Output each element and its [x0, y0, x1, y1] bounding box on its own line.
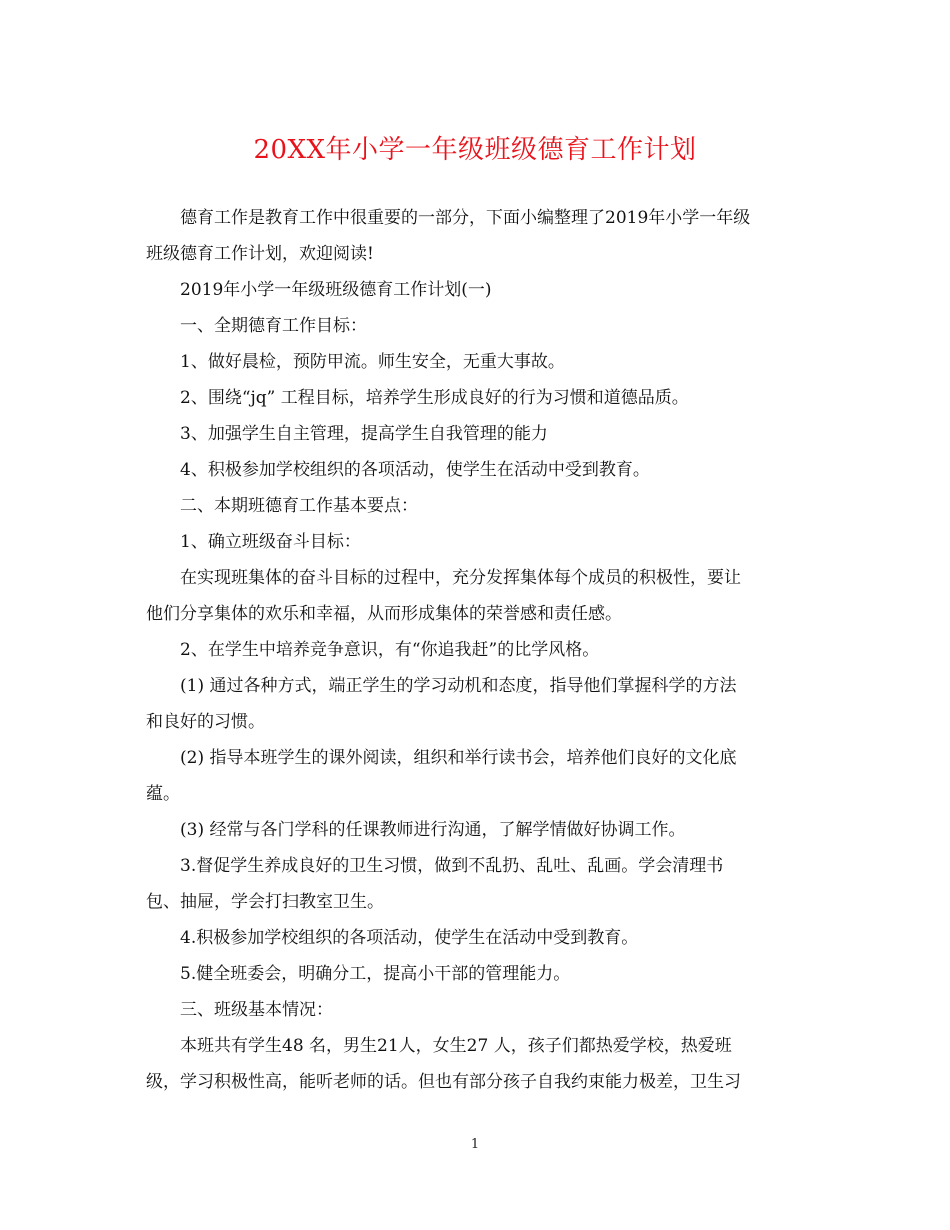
paragraph-line: (3) 经常与各门学科的任课教师进行沟通，了解学情做好协调工作。	[180, 820, 686, 840]
paragraph-line: 级，学习积极性高，能听老师的话。但也有部分孩子自我约束能力极差，卫生习	[146, 1072, 741, 1092]
paragraph	[146, 380, 812, 416]
paragraph-line: 德育工作是教育工作中很重要的一部分，下面小编整理了2019年小学一年级	[180, 208, 751, 228]
paragraph-line: (1) 通过各种方式，端正学生的学习动机和态度，指导他们掌握科学的方法	[180, 676, 737, 696]
page-number: 1	[470, 1137, 480, 1152]
paragraph	[146, 344, 812, 380]
paragraph	[146, 848, 812, 920]
section-heading	[146, 992, 812, 1028]
paragraph	[146, 416, 812, 452]
paragraph-line: 和良好的习惯。	[146, 712, 265, 732]
paragraph	[146, 632, 812, 668]
paragraph	[146, 1028, 812, 1100]
paragraph-line: 5.健全班委会，明确分工，提高小干部的管理能力。	[180, 964, 571, 984]
paragraph-line: 4.积极参加学校组织的各项活动，使学生在活动中受到教育。	[180, 928, 639, 948]
section-heading	[146, 308, 812, 344]
paragraph-line: 二、本期班德育工作基本要点：	[180, 496, 418, 516]
paragraph	[146, 200, 812, 272]
document-title: 20XX年小学一年级班级德育工作计划	[253, 135, 697, 165]
paragraph	[146, 524, 812, 560]
paragraph-line: (2) 指导本班学生的课外阅读，组织和举行读书会，培养他们良好的文化底	[180, 748, 737, 768]
paragraph-line: 3.督促学生养成良好的卫生习惯，做到不乱扔、乱吐、乱画。学会清理书	[180, 856, 724, 876]
paragraph	[146, 452, 812, 488]
paragraph	[146, 920, 812, 956]
document-body	[146, 200, 812, 1100]
paragraph-line: 他们分享集体的欢乐和幸福，从而形成集体的荣誉感和责任感。	[146, 604, 622, 624]
paragraph-line: 包、抽屉，学会打扫教室卫生。	[146, 892, 384, 912]
paragraph	[146, 956, 812, 992]
paragraph-line: 本班共有学生48 名，男生21人，女生27 人，孩子们都热爱学校，热爱班	[180, 1036, 732, 1056]
paragraph	[146, 668, 812, 740]
paragraph-line: 3、加强学生自主管理，提高学生自我管理的能力	[180, 424, 548, 444]
paragraph-line: 三、班级基本情况：	[180, 1000, 333, 1020]
paragraph-line: 在实现班集体的奋斗目标的过程中，充分发挥集体每个成员的积极性，要让	[180, 568, 741, 588]
section-heading	[146, 488, 812, 524]
paragraph-line: 2019年小学一年级班级德育工作计划(一)	[180, 280, 492, 300]
paragraph	[146, 740, 812, 812]
paragraph	[146, 560, 812, 632]
paragraph-line: 一、全期德育工作目标：	[180, 316, 367, 336]
paragraph-line: 1、做好晨检，预防甲流。师生安全，无重大事故。	[180, 352, 565, 372]
paragraph-line: 1、确立班级奋斗目标：	[180, 532, 361, 552]
paragraph-line: 4、积极参加学校组织的各项活动，使学生在活动中受到教育。	[180, 460, 650, 480]
paragraph	[146, 812, 812, 848]
paragraph-line: 2、围绕“jq” 工程目标，培养学生形成良好的行为习惯和道德品质。	[180, 388, 689, 408]
paragraph	[146, 272, 812, 308]
paragraph-line: 2、在学生中培养竞争意识，有“你追我赶”的比学风格。	[180, 640, 600, 660]
paragraph-line: 班级德育工作计划，欢迎阅读!	[146, 244, 374, 264]
paragraph-line: 蕴。	[146, 784, 180, 804]
